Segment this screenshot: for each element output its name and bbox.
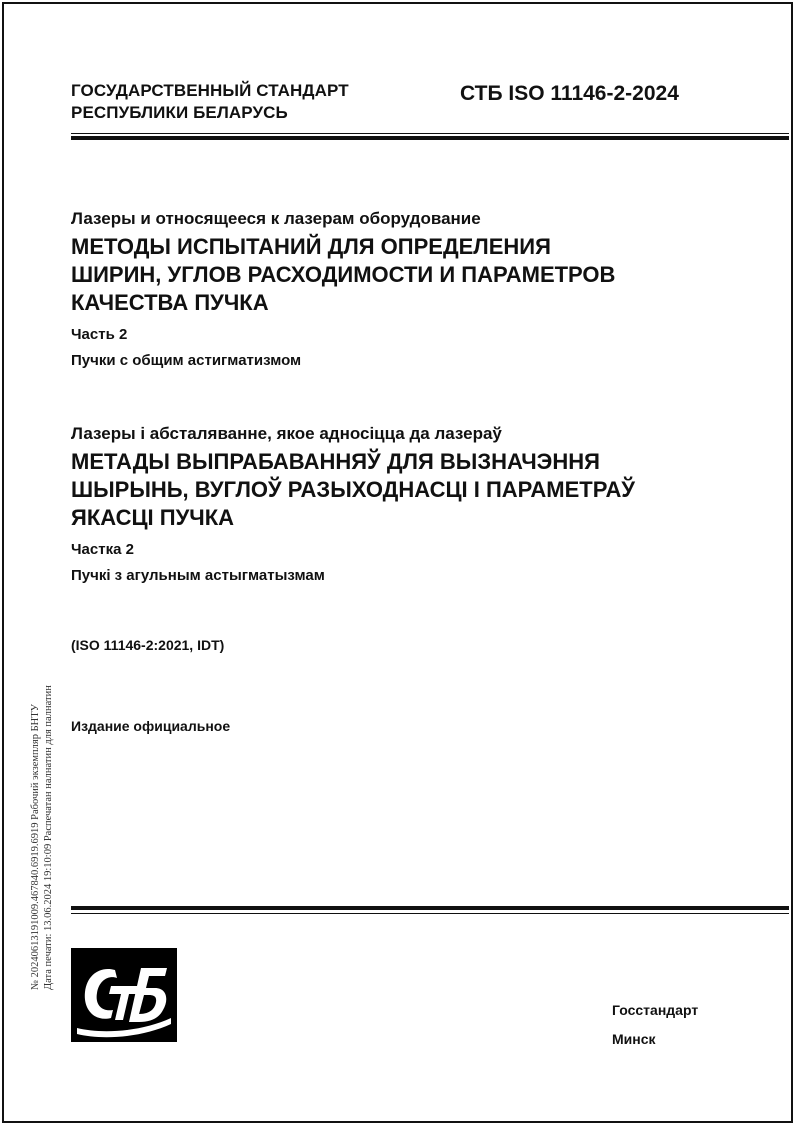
belarusian-title-block	[71, 423, 771, 586]
belarusian-title-line: ШЫРЫНЬ, ВУГЛОЎ РАЗЫХОДНАСЦІ І ПАРАМЕТРАЎ	[71, 477, 636, 502]
logo-swoosh	[77, 1018, 171, 1037]
russian-subtitle: Лазеры и относящееся к лазерам оборудование	[71, 209, 481, 228]
belarusian-part-number: Частка 2	[71, 541, 134, 558]
belarusian-part-title: Пучкі з агульным астыгматызмам	[71, 567, 325, 584]
publisher-city: Минск	[612, 1031, 656, 1047]
russian-title-block	[71, 208, 771, 371]
print-stamp-line-1: № 20240613191009.467840.6919.6919 Рабочий экземпляр БНТУ	[30, 703, 41, 990]
footer-rule-thin	[71, 913, 789, 914]
russian-title-line: ШИРИН, УГЛОВ РАСХОДИМОСТИ И ПАРАМЕТРОВ	[71, 262, 616, 287]
russian-main-title	[71, 233, 771, 317]
standard-designation: СТБ ISO 11146-2-2024	[460, 82, 679, 105]
publisher-name: Госстандарт	[612, 1002, 699, 1018]
edition-note: Издание официальное	[71, 718, 231, 734]
belarusian-title-line: МЕТАДЫ ВЫПРАБАВАННЯЎ ДЛЯ ВЫЗНАЧЭННЯ	[71, 449, 600, 474]
header-rule-thick	[71, 136, 789, 140]
footer-rule-thick	[71, 906, 789, 910]
issuer-line-1: ГОСУДАРСТВЕННЫЙ СТАНДАРТ	[71, 81, 349, 100]
stb-logo-mark	[71, 948, 177, 1042]
logo-letter-b	[129, 968, 167, 1022]
iso-reference: (ISO 11146-2:2021, IDT)	[71, 637, 225, 653]
header-rule-thin	[71, 133, 789, 134]
issuer-block	[71, 80, 349, 124]
russian-part-number: Часть 2	[71, 326, 128, 343]
russian-title-line: МЕТОДЫ ИСПЫТАНИЙ ДЛЯ ОПРЕДЕЛЕНИЯ	[71, 234, 551, 259]
print-stamp-line-2: Дата печати: 13.06.2024 19:10:09 Распечатан налнатин для палнатин	[43, 685, 54, 990]
belarusian-main-title	[71, 448, 771, 532]
belarusian-subtitle: Лазеры і абсталяванне, якое адносіцца да лазераў	[71, 424, 502, 443]
print-stamp	[29, 685, 55, 990]
russian-part-title: Пучки с общим астигматизмом	[71, 352, 302, 369]
belarusian-title-line: ЯКАСЦІ ПУЧКА	[71, 505, 235, 530]
stb-logo	[71, 948, 177, 1042]
issuer-line-2: РЕСПУБЛИКИ БЕЛАРУСЬ	[71, 103, 288, 122]
russian-title-line: КАЧЕСТВА ПУЧКА	[71, 290, 269, 315]
